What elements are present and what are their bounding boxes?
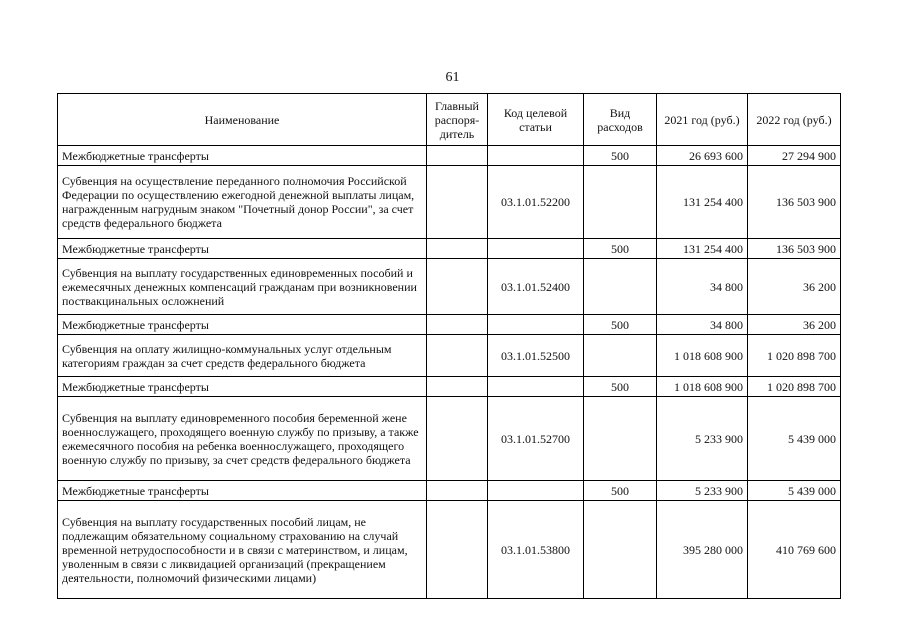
header-2021: 2021 год (руб.) <box>657 94 748 146</box>
cell-code <box>488 481 584 501</box>
cell-name: Субвенция на выплату единовременного пособия беременной жене военнослужащего, проходящего военную службу по призыву, а также ежемесячного пособия на ребенка военнослужащего, проходящего военную службу по призыву, за счет средств федерального бюджета <box>58 397 427 481</box>
cell-manager <box>427 259 488 315</box>
cell-kind <box>584 501 657 599</box>
cell-y2021: 34 800 <box>657 259 748 315</box>
cell-y2022: 1 020 898 700 <box>748 377 841 397</box>
cell-code <box>488 146 584 166</box>
cell-name: Субвенция на выплату государственных единовременных пособий и ежемесячных денежных компенсаций гражданам при возникновении поствакцинальных осложнений <box>58 259 427 315</box>
table-row <box>58 259 841 315</box>
table-row <box>58 501 841 599</box>
cell-y2022: 410 769 600 <box>748 501 841 599</box>
cell-kind: 500 <box>584 481 657 501</box>
cell-manager <box>427 146 488 166</box>
cell-manager <box>427 377 488 397</box>
cell-kind: 500 <box>584 377 657 397</box>
cell-name: Межбюджетные трансферты <box>58 239 427 259</box>
cell-code <box>488 377 584 397</box>
cell-code <box>488 315 584 335</box>
cell-name: Межбюджетные трансферты <box>58 377 427 397</box>
cell-y2021: 1 018 608 900 <box>657 335 748 377</box>
cell-kind: 500 <box>584 239 657 259</box>
cell-kind: 500 <box>584 146 657 166</box>
cell-y2022: 27 294 900 <box>748 146 841 166</box>
cell-y2021: 34 800 <box>657 315 748 335</box>
cell-manager <box>427 501 488 599</box>
cell-kind <box>584 397 657 481</box>
cell-kind: 500 <box>584 315 657 335</box>
cell-code <box>488 239 584 259</box>
cell-name: Субвенция на оплату жилищно-коммунальных услуг отдельным категориям граждан за счет средств федерального бюджета <box>58 335 427 377</box>
cell-y2022: 136 503 900 <box>748 239 841 259</box>
cell-y2021: 1 018 608 900 <box>657 377 748 397</box>
cell-y2021: 26 693 600 <box>657 146 748 166</box>
cell-kind <box>584 259 657 315</box>
cell-manager <box>427 239 488 259</box>
cell-name: Межбюджетные трансферты <box>58 315 427 335</box>
cell-y2021: 5 233 900 <box>657 481 748 501</box>
cell-manager <box>427 481 488 501</box>
table-row <box>58 239 841 259</box>
cell-y2021: 131 254 400 <box>657 239 748 259</box>
table-header-row <box>58 94 841 146</box>
cell-y2022: 36 200 <box>748 259 841 315</box>
cell-manager <box>427 315 488 335</box>
cell-name: Межбюджетные трансферты <box>58 146 427 166</box>
cell-y2021: 5 233 900 <box>657 397 748 481</box>
table-row <box>58 377 841 397</box>
cell-name: Субвенция на осуществление переданного полномочия Российской Федерации по осуществлению ежегодной денежной выплаты лицам, награжденным нагрудным знаком "Почетный донор России", за счет средств федерального бюджета <box>58 166 427 239</box>
header-code: Код целевой статьи <box>488 94 584 146</box>
cell-manager <box>427 397 488 481</box>
header-2022: 2022 год (руб.) <box>748 94 841 146</box>
cell-code: 03.1.01.52500 <box>488 335 584 377</box>
cell-y2022: 136 503 900 <box>748 166 841 239</box>
table-row <box>58 397 841 481</box>
cell-y2022: 5 439 000 <box>748 481 841 501</box>
cell-code: 03.1.01.52400 <box>488 259 584 315</box>
budget-table <box>57 93 841 599</box>
header-kind: Вид расходов <box>584 94 657 146</box>
page-number: 61 <box>445 70 460 85</box>
cell-manager <box>427 166 488 239</box>
cell-y2022: 1 020 898 700 <box>748 335 841 377</box>
cell-kind <box>584 166 657 239</box>
cell-name: Межбюджетные трансферты <box>58 481 427 501</box>
cell-y2022: 36 200 <box>748 315 841 335</box>
header-manager: Главный распоря-дитель <box>427 94 488 146</box>
table-row <box>58 335 841 377</box>
table-row <box>58 481 841 501</box>
table-row <box>58 166 841 239</box>
cell-code: 03.1.01.52700 <box>488 397 584 481</box>
table-row <box>58 315 841 335</box>
cell-code: 03.1.01.52200 <box>488 166 584 239</box>
header-name: Наименование <box>58 94 427 146</box>
cell-code: 03.1.01.53800 <box>488 501 584 599</box>
cell-y2022: 5 439 000 <box>748 397 841 481</box>
cell-kind <box>584 335 657 377</box>
table-row <box>58 146 841 166</box>
cell-name: Субвенция на выплату государственных пособий лицам, не подлежащим обязательному социальному страхованию на случай временной нетрудоспособности и в связи с материнством, и лицам, уволенным в связи с ликвидацией организаций (прекращением деятельности, полномочий физическими лицами) <box>58 501 427 599</box>
cell-y2021: 131 254 400 <box>657 166 748 239</box>
cell-manager <box>427 335 488 377</box>
cell-y2021: 395 280 000 <box>657 501 748 599</box>
